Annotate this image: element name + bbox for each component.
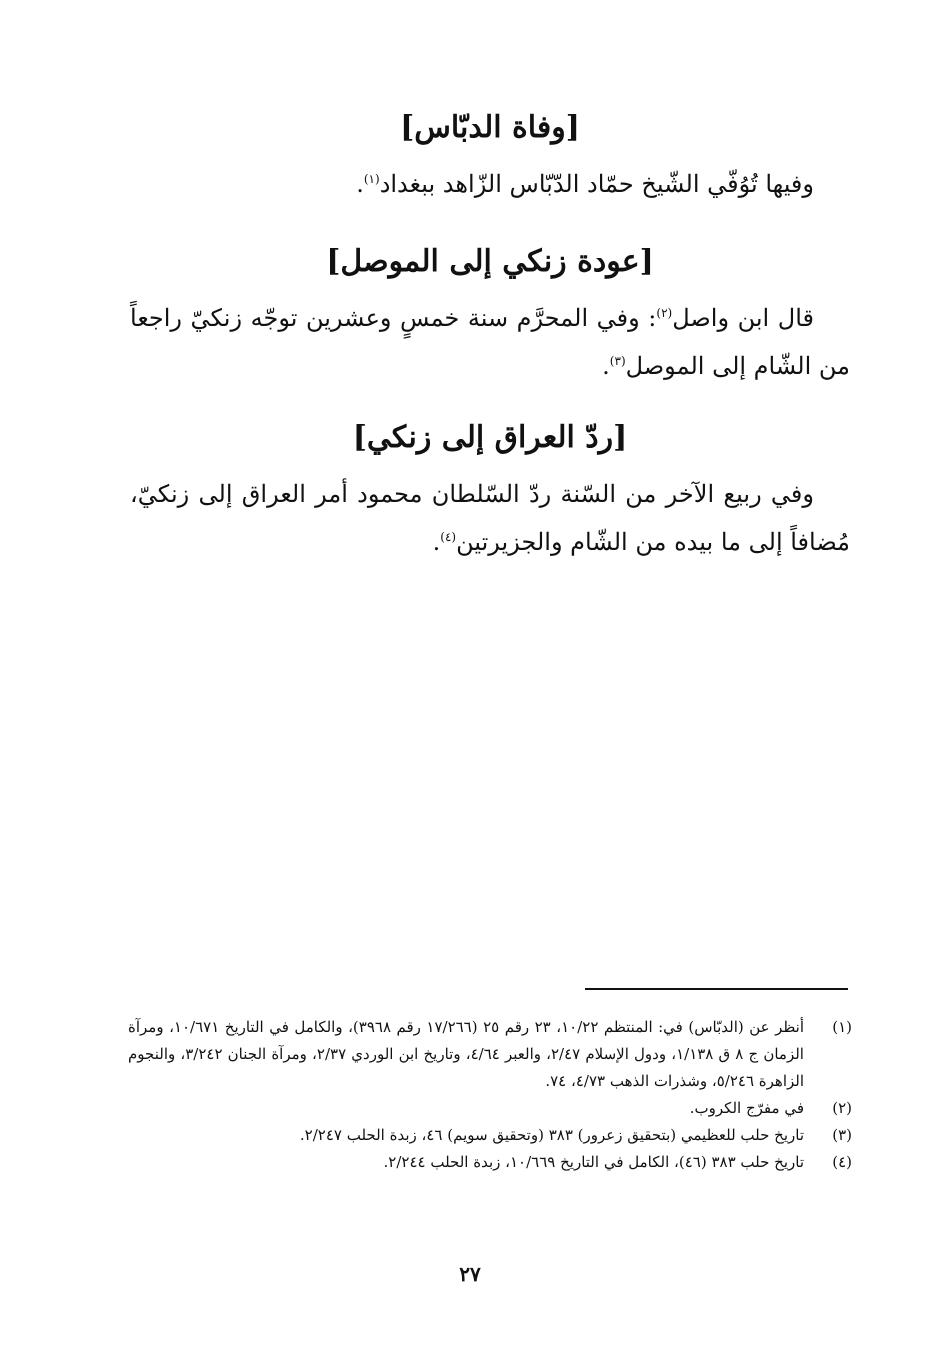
footnotes xyxy=(128,1014,852,1176)
footnote-item xyxy=(128,1149,852,1176)
footnote-ref[interactable]: (٢) xyxy=(656,306,673,320)
footnote-text: تاريخ حلب ٣٨٣ (٤٦)، الكامل في التاريخ ١٠/٦٦٩، زبدة الحلب ٢/٢٤٤. xyxy=(383,1153,804,1171)
section-death-dabbas xyxy=(130,108,850,208)
footnote-number: (٢) xyxy=(832,1099,852,1117)
page-number: ٢٧ xyxy=(459,1262,481,1286)
footnote-text: تاريخ حلب للعظيمي (بتحقيق زعرور) ٣٨٣ (وتحقيق سويم) ٤٦، زبدة الحلب ٢/٢٤٧. xyxy=(299,1126,804,1144)
footnote-ref[interactable]: (٤) xyxy=(440,530,457,544)
footnote-text: أنظر عن (الدبّاس) في: المنتظم ١٠/٢٢، ٢٣ رقم ٢٥ (١٧/٢٦٦ رقم ٣٩٦٨)، والكامل في التاريخ ١٠/٦٧١، ومرآة الزمان ج ٨ ق ١/١٣٨، ودول الإسلام ٢/٤٧، والعبر ٤/٦٤، وتاريخ ابن الوردي ٢/٣٧، ومرآة الجنان ٣/٢٤٢، والنجوم الزاهرة ٥/٢٤٦، وشذرات الذهب ٤/٧٣، ٧٤. xyxy=(128,1018,804,1090)
section-zangi-return-mosul xyxy=(130,242,850,390)
footnote-item xyxy=(128,1122,852,1149)
footnote-divider xyxy=(585,988,848,990)
section-heading: [عودة زنكي إلى الموصل] xyxy=(326,244,654,279)
section-paragraph: وفيها تُوُفّي الشّيخ حمّاد الدّبّاس الزّاهد ببغداد$^{(١)}$. xyxy=(356,170,814,198)
footnote-text: في مفرّج الكروب. xyxy=(689,1099,804,1117)
footnote-ref[interactable]: (٣) xyxy=(609,354,626,368)
section-paragraph: وفي ربيع الآخر من السّنة ردّ السّلطان محمود أمر العراق إلى زنكيّ، مُضافاً إلى ما بيده من الشّام والجزيرتين$^{(٤)}$. xyxy=(130,480,850,556)
footnote-number: (١) xyxy=(832,1018,852,1036)
section-heading: [ردّ العراق إلى زنكي] xyxy=(352,420,628,455)
section-iraq-to-zangi xyxy=(130,418,850,566)
section-heading: [وفاة الدبّاس] xyxy=(400,110,580,145)
footnote-number: (٤) xyxy=(832,1153,852,1171)
footnote-item xyxy=(128,1014,852,1095)
footnote-number: (٣) xyxy=(832,1126,852,1144)
section-paragraph: قال ابن واصل$^{(٢)}$: وفي المحرَّم سنة خمسٍ وعشرين توجّه زنكيّ راجعاً من الشّام إلى الموصل$^{(٣)}$. xyxy=(130,304,850,380)
footnote-item xyxy=(128,1095,852,1122)
footnote-ref[interactable]: (١) xyxy=(363,172,380,186)
